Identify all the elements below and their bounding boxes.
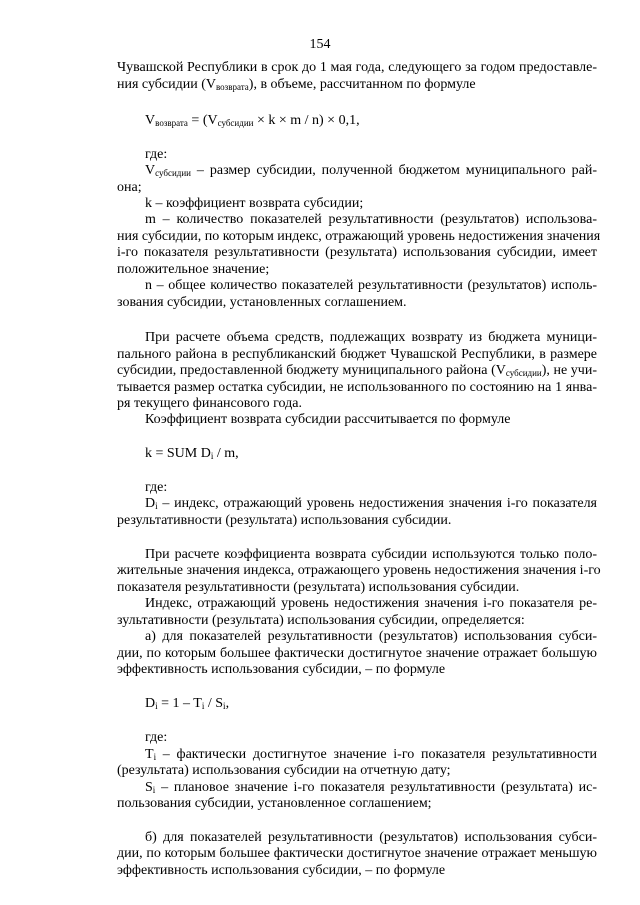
formula-index: $D_i = 1 - T_i / S_i$, — [145, 696, 230, 711]
paragraph-4-line-2: жительные значения индекса, отражающего уровень недостижения значения i-го — [117, 563, 601, 578]
paragraph-4-line-1: При расчете коэффициента возврата субсидии используются только поло- — [145, 547, 597, 562]
paragraph-1-line-1: Чувашской Республики в срок до 1 мая года, следующего за годом предоставле- — [117, 60, 597, 75]
definition-n-line-1: n – общее количество показателей результативности (результатов) исполь- — [145, 278, 597, 293]
item-a-line-1: а) для показателей результативности (результатов) использования субси- — [145, 629, 597, 644]
definition-t-line-2: (результата) использования субсидии на отчетную дату; — [117, 763, 451, 778]
item-b-line-1: б) для показателей результативности (результатов) использования субси- — [145, 830, 597, 845]
definition-d-line-1: $D_i$ – индекс, отражающий уровень недостижения значения i-го показателя — [145, 496, 597, 511]
definition-t-line-1: $T_i$ – фактически достигнутое значение i-го показателя результативности — [145, 747, 597, 762]
paragraph-2-line-3: субсидии, предоставленной бюджету муниципального района $(V_{субсидии})$, не учи- — [117, 363, 597, 378]
item-a-line-3: эффективность использования субсидии, – по формуле — [117, 662, 446, 677]
definition-m-line-4: положительное значение; — [117, 262, 270, 277]
definition-s-line-1: $S_i$ – плановое значение i-го показателя результативности (результата) ис- — [145, 780, 597, 795]
where-label-3: где: — [145, 730, 168, 745]
paragraph-3: Коэффициент возврата субсидии рассчитывается по формуле — [145, 412, 511, 427]
definition-m-line-2: ния субсидии, по которым индекс, отражающий уровень недостижения значения — [117, 229, 601, 244]
paragraph-4-line-3: показателя результативности (результата) использования субсидии. — [117, 580, 520, 595]
definition-m-line-3: i-го показателя результативности (результата) использования субсидии, имеет — [117, 245, 597, 260]
paragraph-2-line-4: тывается размер остатка субсидии, не использованного по состоянию на 1 янва- — [117, 380, 597, 395]
formula-return-volume: $V_{возврата} = (V_{субсидии} \times k \times m / n) \times 0,1$, — [145, 113, 360, 128]
paragraph-5-line-1: Индекс, отражающий уровень недостижения значения i-го показателя ре- — [145, 596, 597, 611]
paragraph-2-line-5: ря текущего финансового года. — [117, 396, 302, 411]
definition-k: k – коэффициент возврата субсидии; — [145, 196, 364, 211]
definition-v-line-1: $V_{субсидии}$ – размер субсидии, полученной бюджетом муниципального рай- — [145, 163, 597, 178]
page-number: 154 — [309, 37, 331, 52]
definition-v-line-2: она; — [117, 180, 142, 195]
where-label-1: где: — [145, 147, 168, 162]
item-a-line-2: дии, по которым большее фактически достигнутое значение отражает большую — [117, 646, 597, 661]
paragraph-2-line-2: пального района в республиканский бюджет Чувашской Республики, в размере — [117, 347, 597, 362]
where-label-2: где: — [145, 480, 168, 495]
item-b-line-2: дии, по которым большее фактически достигнутое значение отражает меньшую — [117, 846, 597, 861]
definition-d-line-2: результативности (результата) использования субсидии. — [117, 513, 452, 528]
paragraph-2-line-1: При расчете объема средств, подлежащих возврату из бюджета муници- — [145, 330, 597, 345]
definition-m-line-1: m – количество показателей результативности (результатов) использова- — [145, 212, 597, 227]
item-b-line-3: эффективность использования субсидии, – по формуле — [117, 863, 446, 878]
paragraph-1-line-2: ния субсидии $(V_{возврата})$, в объеме, рассчитанном по формуле — [117, 77, 476, 92]
definition-n-line-2: зования субсидии, установленных соглашением. — [117, 295, 407, 310]
formula-return-coefficient: k = SUM $D_i$ / m, — [145, 446, 239, 461]
paragraph-5-line-2: зультативности (результата) использования субсидии, определяется: — [117, 613, 525, 628]
definition-s-line-2: пользования субсидии, установленное соглашением; — [117, 796, 432, 811]
